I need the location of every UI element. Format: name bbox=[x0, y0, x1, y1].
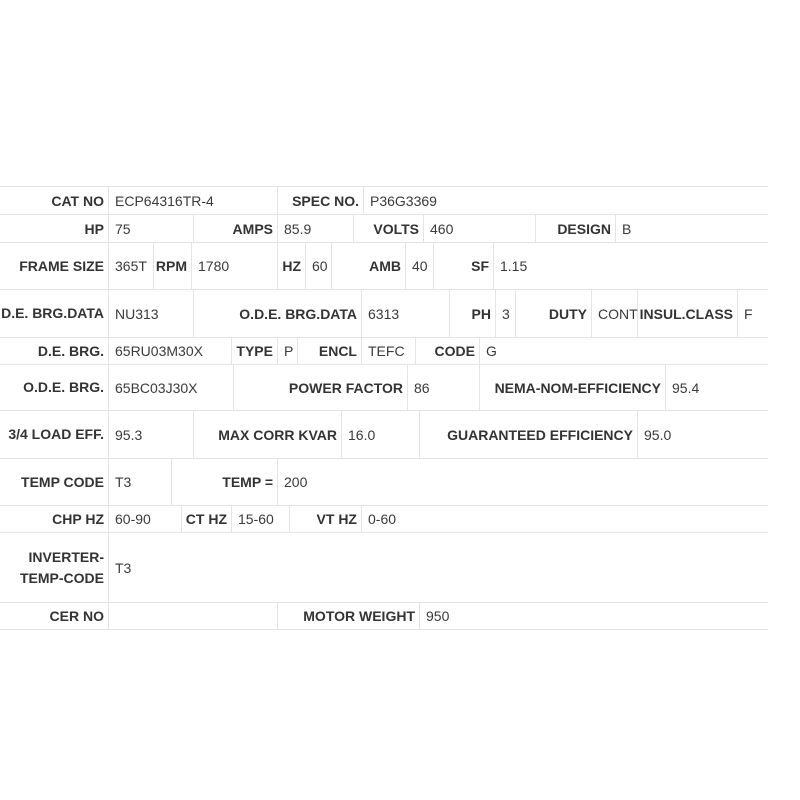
temp-code-label: TEMP CODE bbox=[21, 473, 104, 490]
hz-value: 60 bbox=[306, 243, 332, 289]
max-corr-kvar-value: 16.0 bbox=[342, 411, 420, 458]
hp-label: HP bbox=[84, 220, 104, 237]
volts-label: VOLTS bbox=[354, 215, 424, 242]
ct-hz-label: CT HZ bbox=[182, 506, 232, 532]
inverter-temp-code-label: INVERTER-TEMP-CODE bbox=[20, 548, 104, 586]
cat-no-label: CAT NO bbox=[51, 192, 104, 209]
table-row bbox=[0, 411, 768, 459]
table-row bbox=[0, 187, 768, 215]
de-brg-data-label: D.E. BRG.DATA bbox=[1, 305, 104, 321]
table-row bbox=[0, 459, 768, 506]
type-label: TYPE bbox=[232, 338, 278, 364]
temp-code-value: T3 bbox=[108, 459, 172, 505]
duty-label: DUTY bbox=[516, 290, 592, 337]
max-corr-kvar-label: MAX CORR KVAR bbox=[194, 411, 342, 458]
duty-value: CONT bbox=[592, 290, 638, 337]
rpm-value: 1780 bbox=[192, 243, 278, 289]
ph-label: PH bbox=[450, 290, 496, 337]
amps-value: 85.9 bbox=[278, 215, 354, 242]
power-factor-label: POWER FACTOR bbox=[234, 365, 408, 410]
nema-nom-efficiency-value: 95.4 bbox=[672, 379, 700, 396]
de-brg-data-value: NU313 bbox=[108, 290, 194, 337]
frame-size-label: FRAME SIZE bbox=[19, 257, 104, 274]
vt-hz-label: VT HZ bbox=[290, 506, 362, 532]
load-eff-label: 3/4 LOAD EFF. bbox=[8, 426, 104, 442]
table-row bbox=[0, 243, 768, 290]
temp-value: 200 bbox=[284, 474, 308, 490]
table-row bbox=[0, 338, 768, 365]
cer-no-label: CER NO bbox=[49, 608, 104, 624]
sf-label: SF bbox=[434, 243, 494, 289]
ode-brg-label: O.D.E. BRG. bbox=[23, 379, 104, 395]
inverter-temp-code-value: T3 bbox=[108, 533, 768, 602]
de-brg-value: 65RU03M30X bbox=[108, 338, 232, 364]
table-row bbox=[0, 533, 768, 603]
sf-value: 1.15 bbox=[500, 258, 528, 274]
motor-weight-value: 950 bbox=[426, 608, 450, 624]
table-row bbox=[0, 365, 768, 411]
table-row bbox=[0, 215, 768, 243]
motor-weight-label: MOTOR WEIGHT bbox=[278, 603, 420, 629]
nema-nom-efficiency-label: NEMA-NOM-EFFICIENCY bbox=[480, 365, 666, 410]
encl-value: TEFC bbox=[362, 338, 416, 364]
spec-no-value: P36G3369 bbox=[370, 192, 437, 209]
hp-value: 75 bbox=[108, 215, 194, 242]
ct-hz-value: 15-60 bbox=[232, 506, 290, 532]
table-row bbox=[0, 290, 768, 338]
guaranteed-efficiency-label: GUARANTEED EFFICIENCY bbox=[420, 411, 638, 458]
insul-class-label: INSUL.CLASS bbox=[638, 290, 738, 337]
design-label: DESIGN bbox=[536, 215, 616, 242]
vt-hz-value: 0-60 bbox=[368, 511, 397, 527]
ode-brg-data-value: 6313 bbox=[362, 290, 450, 337]
amps-label: AMPS bbox=[194, 215, 278, 242]
chp-hz-value: 60-90 bbox=[108, 506, 182, 532]
ode-brg-value: 65BC03J30X bbox=[108, 365, 234, 410]
rpm-label: RPM bbox=[154, 243, 192, 289]
cat-no-value: ECP64316TR-4 bbox=[108, 187, 278, 214]
temp-label: TEMP = bbox=[172, 459, 278, 505]
chp-hz-label: CHP HZ bbox=[52, 511, 104, 527]
hz-label: HZ bbox=[278, 243, 306, 289]
amb-value: 40 bbox=[406, 243, 434, 289]
guaranteed-efficiency-value: 95.0 bbox=[644, 426, 672, 443]
code-value: G bbox=[486, 343, 497, 359]
spec-no-label: SPEC NO. bbox=[278, 187, 364, 214]
load-eff-value: 95.3 bbox=[108, 411, 194, 458]
power-factor-value: 86 bbox=[408, 365, 480, 410]
type-value: P bbox=[278, 338, 298, 364]
frame-size-value: 365T bbox=[108, 243, 154, 289]
table-row bbox=[0, 603, 768, 630]
design-value: B bbox=[622, 220, 632, 237]
ode-brg-data-label: O.D.E. BRG.DATA bbox=[194, 290, 362, 337]
cer-no-value bbox=[108, 603, 278, 629]
ph-value: 3 bbox=[496, 290, 516, 337]
encl-label: ENCL bbox=[298, 338, 362, 364]
code-label: CODE bbox=[416, 338, 480, 364]
amb-label: AMB bbox=[332, 243, 406, 289]
de-brg-label: D.E. BRG. bbox=[37, 343, 104, 359]
volts-value: 460 bbox=[424, 215, 536, 242]
table-row bbox=[0, 506, 768, 533]
insul-class-value: F bbox=[744, 305, 753, 322]
